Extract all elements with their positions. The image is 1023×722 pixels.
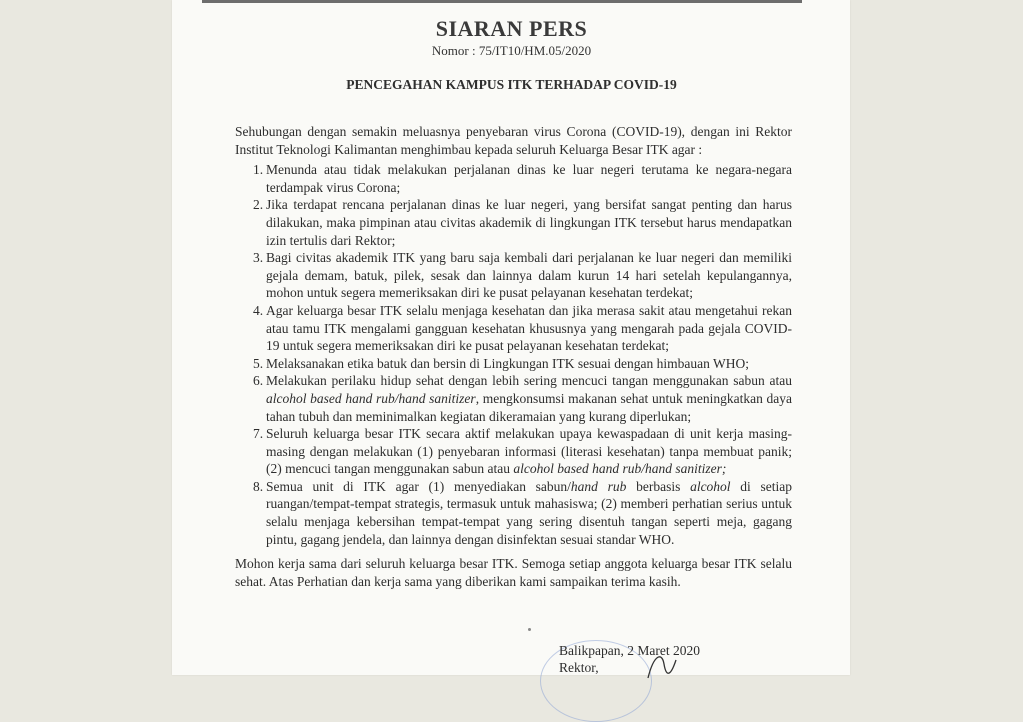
top-rule [202,0,802,3]
place-date: Balikpapan, 2 Maret 2020 [559,643,700,658]
signatory-role: Rektor, [559,660,599,675]
signature-scribble [640,650,700,680]
list-item: 1. Menunda atau tidak melakukan perjalanan dinas ke luar negeri terutama ke negara-negara terdampak virus Corona; [253,162,792,195]
list-item: 2. Jika terdapat rencana perjalanan dinas ke luar negeri, yang bersifat sangat penting dan harus dilakukan, maka pimpinan atau civitas akademik di lingkungan ITK tersebut harus mendapatkan izin tertulis dari Rektor; [253,197,792,248]
list-item: 7. Seluruh keluarga besar ITK secara aktif melakukan upaya kewaspadaan di unit kerja masing-masing dengan melakukan (1) penyebaran informasi (literasi kesehatan) tanpa membuat panik; (2) mencuci tangan menggunakan sabun atau alcohol based hand rub/hand sanitizer; [253,426,792,477]
instruction-list [235,161,792,548]
closing-paragraph: Mohon kerja sama dari seluruh keluarga besar ITK. Semoga setiap anggota keluarga besar ITK selalu sehat. Atas Perhatian dan kerja sama yang diberikan kami sampaikan terima kasih. [235,556,792,589]
speck [528,628,531,631]
document-number: Nomor : 75/IT10/HM.05/2020 [431,43,592,58]
list-item: 3. Bagi civitas akademik ITK yang baru saja kembali dari perjalanan ke luar negeri dan memiliki gejala demam, batuk, pilek, sesak dan lainnya dalam kurun 14 hari setelah kepulangannya, mohon untuk segera memeriksakan diri ke pusat pelayanan kesehatan terdekat; [253,250,792,301]
document-subject: PENCEGAHAN KAMPUS ITK TERHADAP COVID-19 [346,77,677,92]
list-item: 8. Semua unit di ITK agar (1) menyediakan sabun/hand rub berbasis alcohol di setiap ruangan/tempat-tempat strategis, termasuk untuk mahasiswa; (2) memberi perhatian serius untuk selalu menjaga kebersihan tempat-tempat yang sering disentuh tangan seperti meja, gagang pintu, gagang jendela, dan lainnya dengan disinfektan sesuai standar WHO. [253,478,792,547]
intro-paragraph: Sehubungan dengan semakin meluasnya penyebaran virus Corona (COVID-19), dengan ini Rektor Institut Teknologi Kalimantan menghimbau kepada seluruh Keluarga Besar ITK agar : [235,124,792,157]
list-item: 6. Melakukan perilaku hidup sehat dengan lebih sering mencuci tangan menggunakan sabun atau alcohol based hand rub/hand sanitizer, mengkonsumsi makanan sehat untuk meningkatkan daya tahan tubuh dan meminimalkan kegiatan dikeramaian yang kurang diperlukan; [253,373,793,424]
list-item: 4. Agar keluarga besar ITK selalu menjaga kesehatan dan jika merasa sakit atau mengetahui rekan atau tamu ITK mengalami gangguan kesehatan khususnya yang mengarah pada gejala COVID-19 untuk segera memeriksakan diri ke pusat pelayanan kesehatan terdekat; [253,302,792,354]
press-release-title: SIARAN PERS [435,16,588,41]
list-item: 5. Melaksanakan etika batuk dan bersin di Lingkungan ITK sesuai dengan himbauan WHO; [253,355,749,371]
document-body [235,123,792,604]
